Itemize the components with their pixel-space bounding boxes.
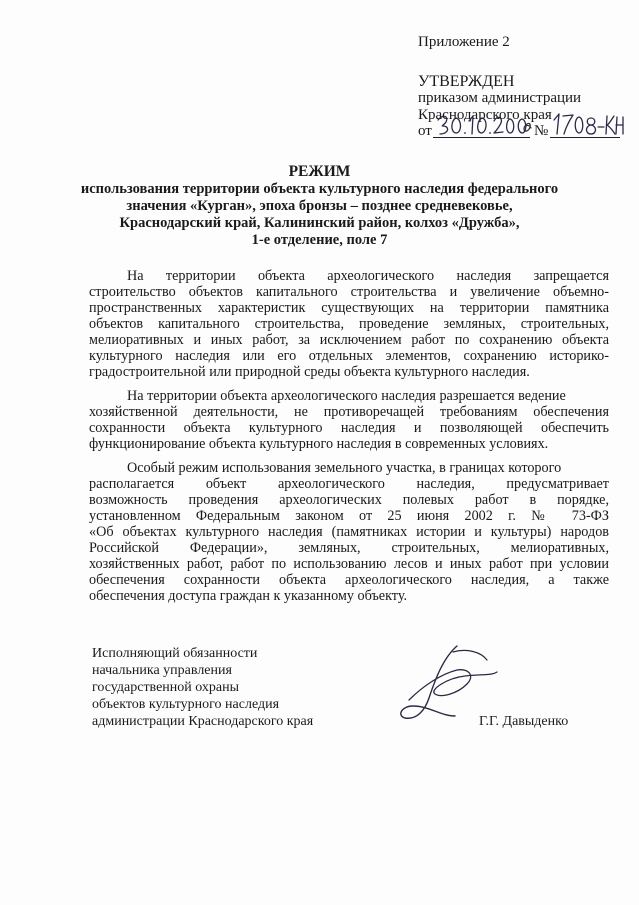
paragraph-3-line-5: «Об объектах культурного наследия (памятниках истории и культуры) народов [89, 524, 609, 540]
document-title: РЕЖИМ [288, 163, 351, 180]
order-line-2: Краснодарского края [418, 107, 552, 123]
paragraph-2-line-2: хозяйственной деятельности, не противоречащей требованиям обеспечения [89, 404, 609, 420]
signer-position-line-4: объектов культурного наследия [92, 697, 280, 712]
appendix-label: Приложение 2 [418, 34, 510, 50]
title-line-2: значения «Курган», эпоха бронзы – позднее средневековье, [126, 198, 513, 214]
paragraph-3-line-7: хозяйственных работ, работ по использованию лесов и иных работ при условии [89, 556, 609, 572]
paragraph-3-line-1: Особый режим использования земельного участка, в границах которого [127, 460, 562, 476]
paragraph-1-line-5: мелиоративных и иных работ, за исключением работ по сохранению объекта [89, 332, 609, 348]
signer-position-line-1: Исполняющий обязанности [92, 646, 258, 661]
paragraph-3-line-9: обеспечения доступа граждан к указанному объекту. [89, 588, 408, 604]
order-line-1: приказом администрации [418, 90, 582, 106]
title-line-4: 1-е отделение, поле 7 [251, 232, 388, 248]
paragraph-2-line-1: На территории объекта археологического наследия разрешается ведение [127, 388, 566, 404]
approved-label: УТВЕРЖДЕН [418, 73, 515, 90]
paragraph-2-line-3: сохранности объекта культурного наследия и позволяющей обеспечить [89, 420, 609, 436]
paragraph-1-line-1: На территории объекта археологического наследия запрещается [127, 268, 609, 284]
signer-name: Г.Г. Давыденко [479, 714, 569, 729]
paragraph-3-line-4: установленном Федеральным законом от 25 июня 2002 г. № 73-ФЗ [89, 508, 609, 524]
paragraph-3-line-8: обеспечения сохранности объекта археологического наследия, а также [89, 572, 609, 588]
paragraph-1-line-4: объектов капитального строительства, проведение земляных, строительных, [89, 316, 609, 332]
title-line-3: Краснодарский край, Калининский район, колхоз «Дружба», [119, 215, 520, 231]
date-prefix: от [418, 123, 432, 139]
paragraph-3-line-2: располагается объект археологического наследия, предусматривает [89, 476, 609, 492]
number-prefix: № [534, 123, 549, 139]
signer-position-line-5: администрации Краснодарского края [92, 714, 314, 729]
paragraph-3-line-6: Российской Федерации», земляных, строительных, мелиоративных, [89, 540, 609, 556]
paragraph-1-line-3: пространственных характеристик существующих на территории памятника [89, 300, 609, 316]
paragraph-1-line-2: строительство объектов капитального строительства и увеличение объемно- [89, 284, 609, 300]
paragraph-1-line-7: градостроительной или природной среды объекта культурного наследия. [89, 364, 530, 380]
handwritten-date [436, 112, 532, 138]
paragraph-3-line-3: возможность проведения археологических полевых работ в порядке, [89, 492, 609, 508]
paragraph-1-line-6: культурного наследия или его отдельных элементов, сохранению историко- [89, 348, 609, 364]
signer-position-line-3: государственной охраны [92, 680, 240, 695]
title-line-1: использования территории объекта культурного наследия федерального [80, 181, 559, 197]
handwritten-number [552, 110, 624, 138]
paragraph-2-line-4: функционирование объекта культурного наследия в современных условиях. [89, 436, 549, 452]
signer-position-line-2: начальника управления [92, 663, 232, 678]
